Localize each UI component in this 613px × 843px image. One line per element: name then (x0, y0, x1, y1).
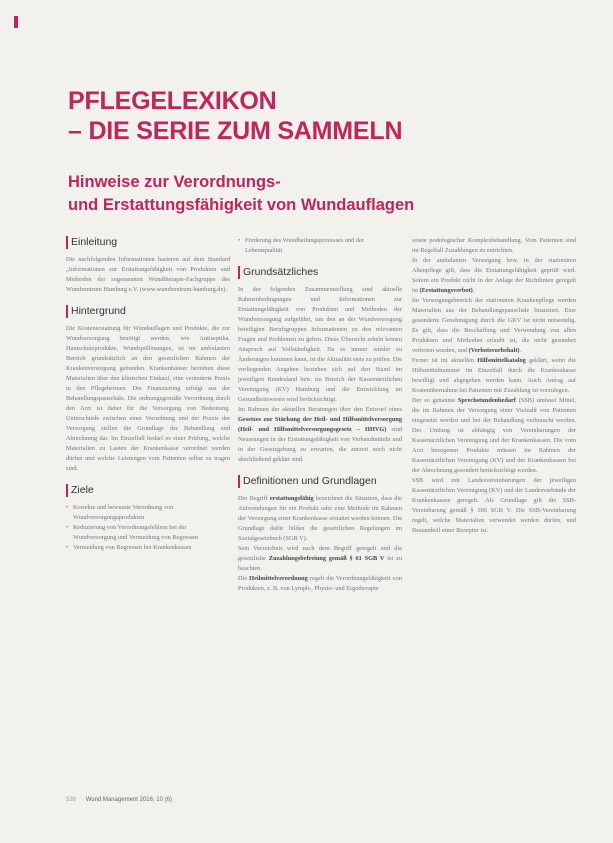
col3-text-4: Ferner ist im aktuellen Hilfsmittelkatalog geklärt, wenn die Hilfsmittelnummer im Einzelfall durch die Krankenkasse bewilligt und abgegeben werden kann. Auch Antrag auf Kostenübernahme bei Patienten mit Zuzahlung ist vorzulegen. (412, 357, 576, 394)
section-heading-definitionen: Definitionen und Grundlagen (238, 475, 402, 488)
subtitle-line-2: und Erstattungsfähigkeit von Wundauflagen (68, 196, 415, 214)
grundsaetzliches-text-2: Im Rahmen der aktuellen Beratungen über den Entwurf eines Gesetzes zur Stärkung der Heil- und Hilfsmittelversorgung (Heil- und Hilfsmittelversorgungsgesetz – HHVG) sind Neuerungen in der Erstattungsfähigkeit von Verbandmitteln und in der Gesetzgebung zu erwarten, die zurzeit noch nicht abschließend geklärt sind. (238, 406, 402, 463)
page-footer (66, 797, 172, 803)
hintergrund-text: Die Kostenerstattung für Wundauflagen und Produkte, die zur Wundversorgung benötigt werden, wie Antiseptika, Hautschutzprodukte, Wundspüllösungen, ist im ambulanten Bereich grundsätzlich an den gesetzlichen Rahmen der Krankenversorgung gebunden. Krankenhäuser beziehen diese Materialien über den klinischen Einkauf, eine veränderte Praxis in den Pflegeheimen. Die Finanzierung erfolgt aus der Behandlungspauschale. Die ordnungsgemäße Verordnung durch den Arzt ist daher für die Versorgung von Bedeutung. Unterschiede zwischen einer Verordnung und der Praxis der Versorgung stellen die Grundlage der Behandlung und Abrechnung dar. Im Einzelfall bedarf es einer Prüfung, welche Materialien zu Lasten der Krankenkasse verordnet werden dürfen und welche Leistungen vom Patienten selbst zu tragen sind. (66, 325, 230, 472)
ziele-list (66, 503, 230, 553)
definitionen-text-2: Sein Verzeichnis wird nach dem Begriff geregelt und die gesetzliche Zuzahlungsbefreiung gemäß § 61 SGB V ist zu beachten. (238, 545, 402, 572)
section-heading-hintergrund: Hintergrund (66, 305, 230, 318)
definitionen-text-1: Der Begriff erstattungsfähig bezeichnet die Situation, dass die Aufwendungen für ein Produkt oder eine Methode im Rahmen der Versorgung einer Krankenkasse erstattet werden können. Die Grundlage dafür bilden die gesetzlichen Regelungen im Sozialgesetzbuch (SGB V). (238, 495, 402, 542)
journal-source: Wund Management 2016; 10 (6) (85, 797, 172, 803)
section-heading-ziele: Ziele (66, 484, 230, 497)
title-line-2: – DIE SERIE ZUM SAMMELN (68, 117, 403, 145)
einleitung-text: Die nachfolgenden Informationen basieren auf dem Standard „Informationen zur Erstattungsfähigkeit von Produkten und Methoden der sogenannten Wundtherapie-Fachgruppe des Wundzentrum Hamburg e.V. (www.wundzentrum-hamburg.de). (66, 256, 230, 293)
list-item: • Vermeidung von Regressen bei Krankenkassen (66, 543, 230, 553)
article-title (68, 86, 588, 146)
definitionen-text-3: Die Heilmittelverordnung regelt die Verordnungsfähigkeit von Produkten, z. B. von Lymph-, Physio- und Ergotherapie (238, 575, 402, 592)
col3-text-1: sowie podologischer Komplexbehandlung. Vom Patienten sind im Regelfall Zuzahlungen zu entrichten. (412, 237, 576, 254)
title-line-1: PFLEGELEXIKON (68, 87, 277, 115)
col3-text-6: SSB wird mit Landesvereinbarungen der jeweiligen Kassenärztlichen Vereinigung (KV) und der Landesverbände der Krankenkassen geregelt. Als Grundlage gilt die SSB-Vereinbarung gemäß § 106 SGB V. Die SSB-Vereinbarung regelt, welche Materialien verwendet werden dürfen, und Bestandteil einer Rezeptur ist. (412, 477, 576, 534)
col3-text-2: In der ambulanten Versorgung bzw. in der stationären Altenpflege gilt, dass die Erstattungsfähigkeit geprüft wird. Sofern ein Produkt nicht in der Anlage der Richtlinien geregelt ist (Erstattungsverbot). (412, 257, 576, 294)
list-item: • Korrekte und bewusste Verordnung von Wundversorgungsprodukten (66, 503, 230, 523)
subtitle-line-1: Hinweise zur Verordnungs- (68, 173, 281, 191)
list-item: • Förderung des Wundheilungsprozesses und der Lebensqualität (238, 236, 402, 256)
column-2 (238, 236, 402, 594)
section-heading-grundsaetzliches: Grundsätzliches (238, 266, 402, 279)
section-heading-einleitung: Einleitung (66, 236, 230, 249)
article-subtitle (68, 171, 588, 217)
corner-accent-mark (14, 16, 18, 28)
hhvg-law-name: Gesetzes zur Stärkung der Heil- und Hilfsmittelversorgung (Heil- und Hilfsmittelversorgungsgesetz – HHVG) (238, 416, 402, 433)
list-item: • Reduzierung von Verordnungsfehlern bei der Wundversorgung und Vermeidung von Regressen (66, 523, 230, 543)
col3-text-5: Der so genannte Sprechstundenbedarf (SSB) umfasst Mittel, die im Rahmen der Versorgung einer Vielzahl von Patienten eingesetzt werden und bei der Behandlung verbraucht werden. Der Umfang ist abhängig von Vereinbarungen der Kassenärztlichen Vereinigung und der Krankenkassen. Die vom Arzt bezogenen Produkte müssen im Rahmen der Kassenärztlichen Vereinigung (KV) und der Krankenkassen bei der Abrechnung gesondert berücksichtigt werden. (412, 397, 576, 474)
col3-text-3: Im Versorgungsbereich der stationären Krankenpflege werden Materialien aus der Behandlungspauschale finanziert. Eine gesonderte Genehmigung durch die GKV ist nicht notwendig. Es gilt, dass die Beschaffung und Verwendung von allen Produkten und Methoden erlaubt ist, die nicht gesondert verboten wurden, und (Verbotsvorbehalt). (412, 297, 576, 354)
ziele-list-continued (238, 236, 402, 256)
column-1 (66, 236, 230, 553)
column-3 (412, 236, 576, 536)
page-number: 536 (66, 797, 77, 803)
grundsaetzliches-text-1: In der folgenden Zusammenstellung sind aktuelle Rahmenbedingungen und Informationen zur Erstattungsfähigkeit von Produkten und Methoden der Wundversorgung aufgeführt, um den an der Wundversorgung beteiligten Berufsgruppen Informationen zu den relevanten Fragen und Problemen zu geben. Diese Übersicht erhebt keinen Anspruch auf Vollständigkeit. Da es immer wieder zu Änderungen kommen kann, ist die Aktualität stets zu prüfen. Die vorliegenden Angaben beziehen sich auf den Stand im jeweiligen Bundesland bzw. im Bereich der Kassenärztlichen Vereinigung (KV) Hamburg und die Entwicklung im Gesundheitswesen wird berücksichtigt. (238, 286, 402, 403)
